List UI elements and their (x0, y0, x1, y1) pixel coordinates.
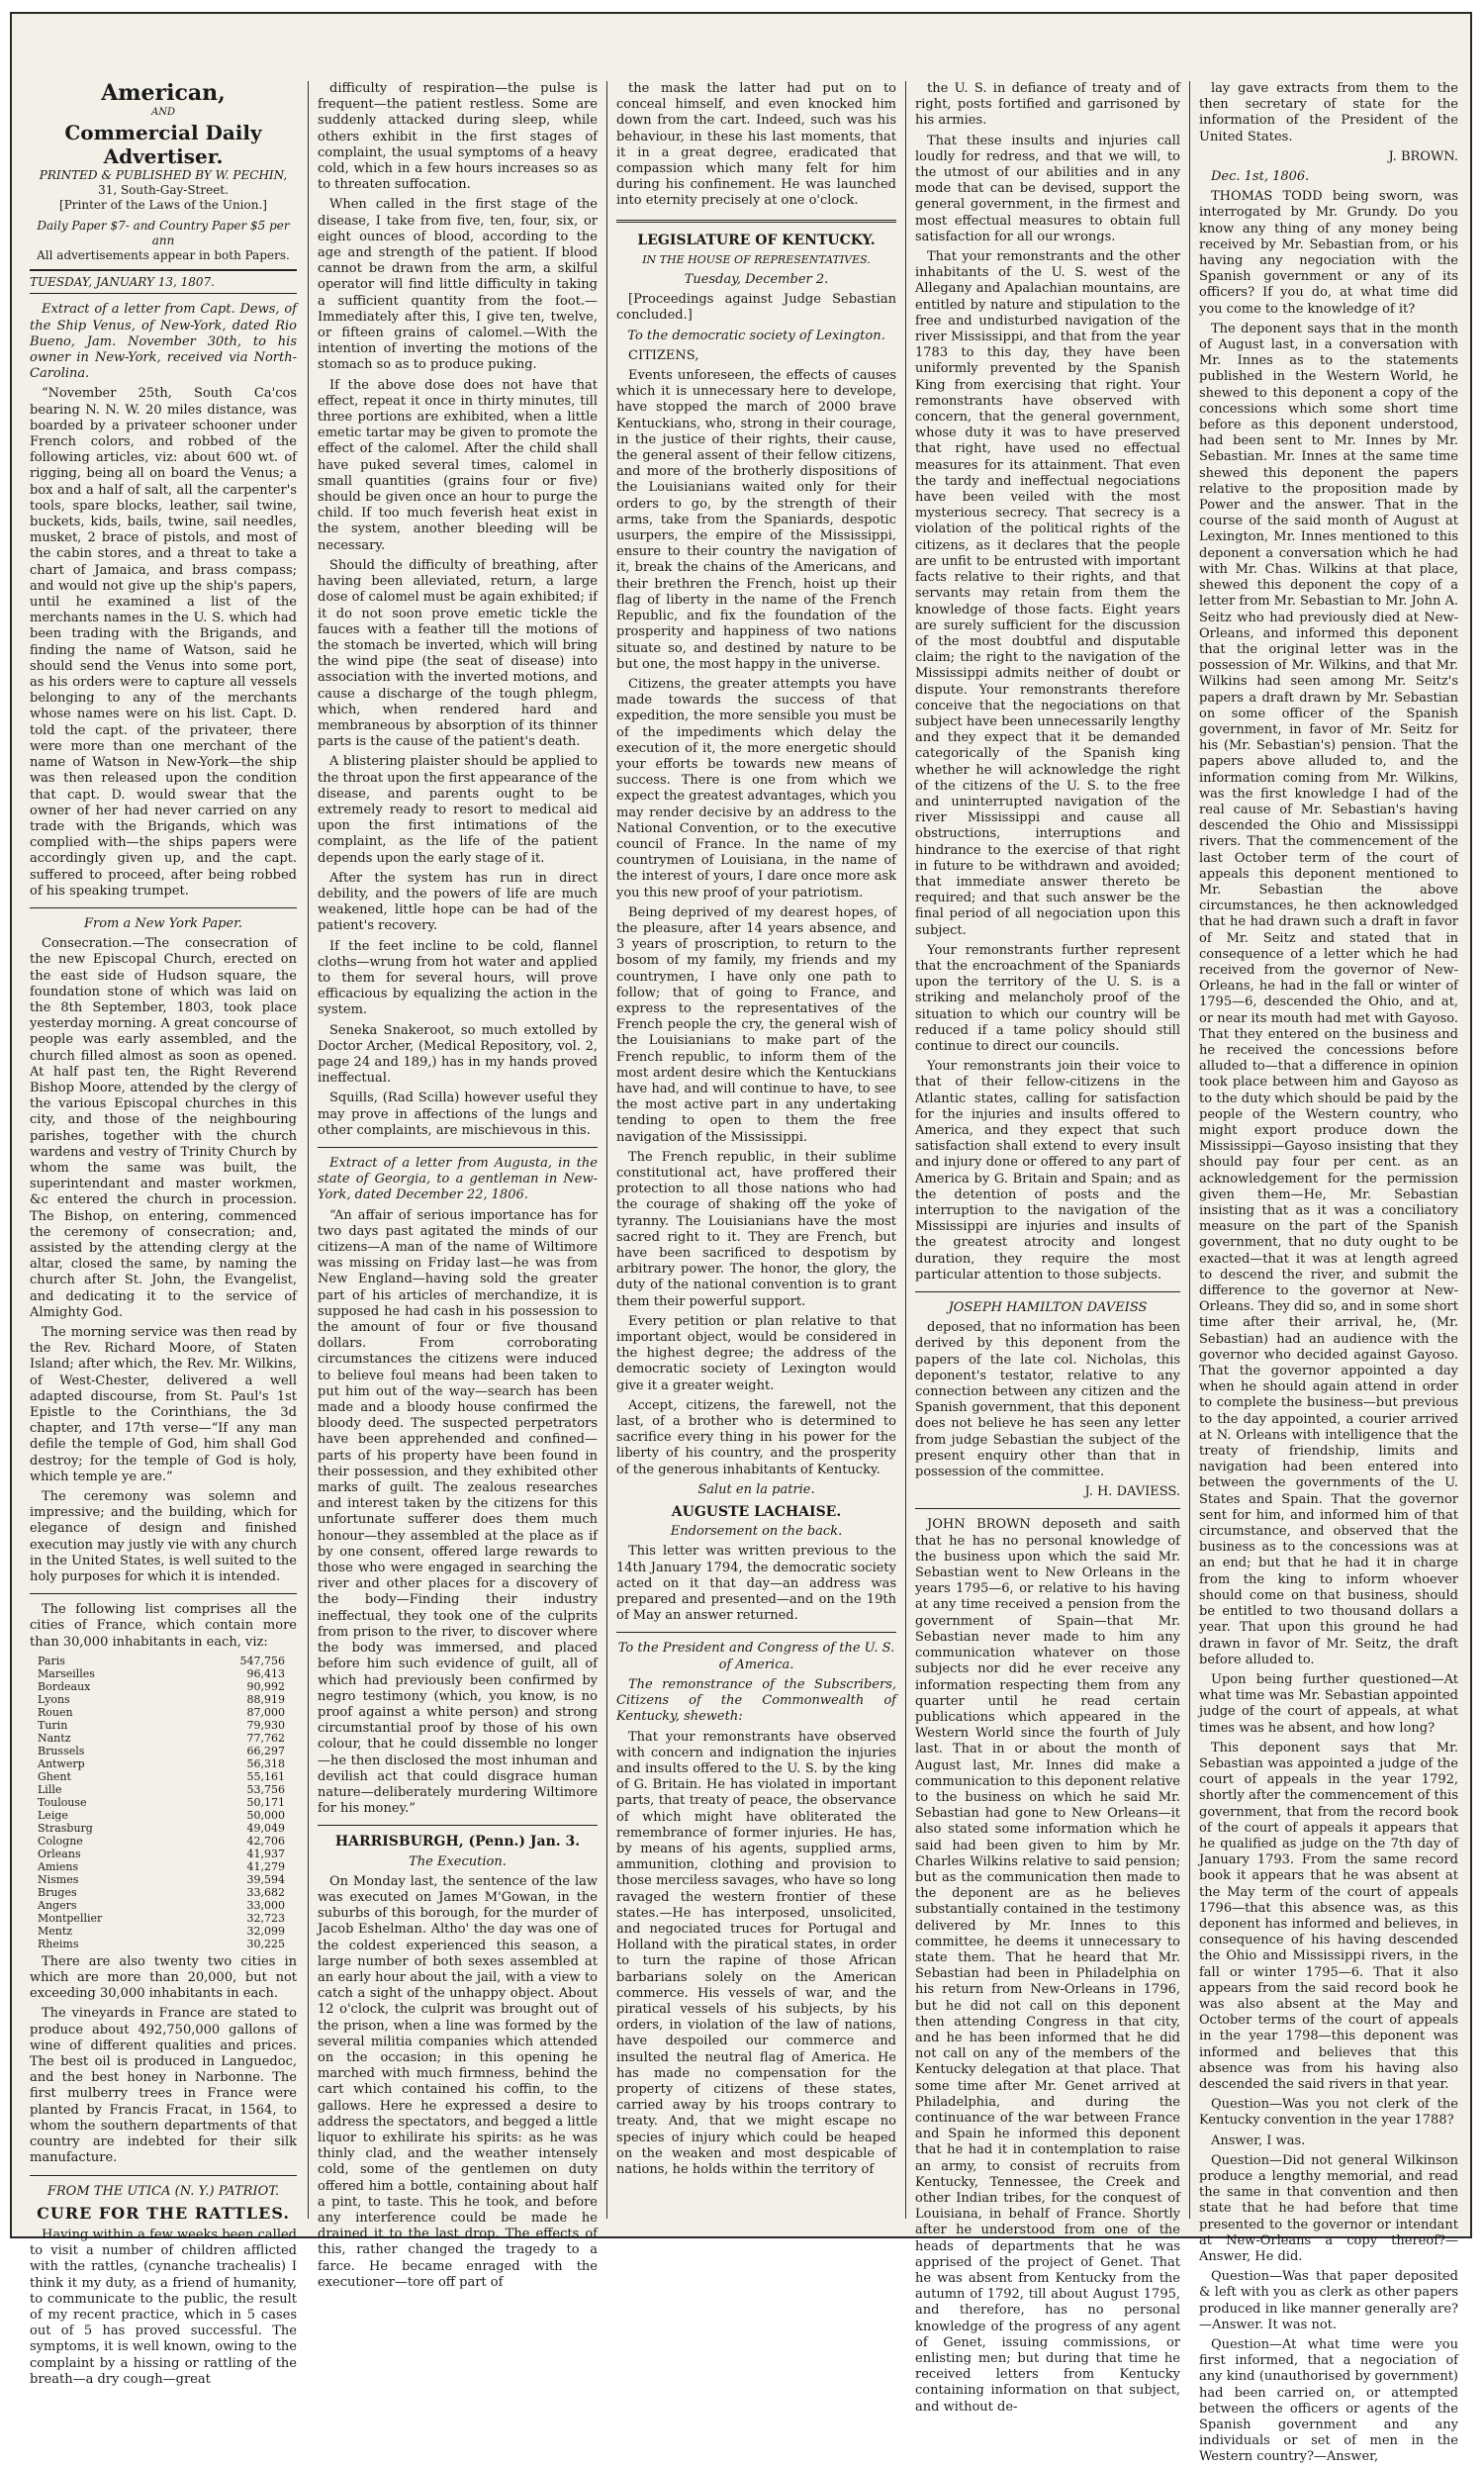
remonstrance-para-4: Your remonstrants further represent that the encroachment of the Spaniards upon the territory of the U. S. is a striking and melancholy proof of the situation to which our country will be reduced if a tame policy should still continue to direct our councils. (915, 942, 1180, 1054)
city-name: Leige (38, 1808, 68, 1822)
city-row (30, 1938, 297, 1950)
question-3: Question—Was that paper deposited & left with you as clerk as other papers produced in like manner generally are?—Answer. It was not. (1199, 2269, 1458, 2332)
divider (30, 2175, 297, 2176)
column-5 (1199, 81, 1458, 2465)
harrisburg-head: HARRISBURGH, (Penn.) Jan. 3. (334, 1834, 581, 1850)
cities-note: There are also twenty two cities in which are more than 20,000, but not exceeding 30,000 inhabitants in each. (30, 1953, 297, 2002)
city-name: Montpellier (38, 1911, 103, 1925)
city-population: 77,762 (246, 1731, 285, 1745)
answer-1: Answer, I was. (1211, 2133, 1306, 2148)
salut-line: Salut en la patrie. (697, 1481, 815, 1497)
brown-cont: lay gave extracts from them to the then secretary of state for the information of the President of the United States. (1199, 81, 1458, 144)
article-morning-service: The morning service was then read by the Rev. Richard Moore, of Staten Island; after which, the Rev. Mr. Wilkins, of West-Chester, delivered a well adapted discourse, from St. Paul's 1st Epistle to the Corinthians, the 3d chapter, and 17th verse—“If any man defile the temple of God, him shall God destroy; for the temple of God is holy, which temple ye are.” (30, 1325, 297, 1484)
article-venus: “November 25th, South Ca'cos bearing N. N. W. 20 miles distance, was boarded by a privateer schooner under French colors, and robbed of the following articles, viz: about 600 wt. of rigging, being all on board the Venus; a box and a half of salt, all the carpenter's tools, spare blocks, leather, sail twine, buckets, kids, bails, twine, sail needles, musket, 2 brace of pistols, and most of the cabin stores, and a threat to take a chart of Jamaica, and brass compass; and would not give up the ship's papers, until he examined a list of the merchants names in the U. S. which had been trading with the Brigands, and finding the name of Watson, said he should send the Venus into some port, as his orders were to capture all vessels belonging to any of the merchants whose names were on his list. Capt. D. told the capt. of the privateer, there were more than one merchant of the name of Watson in New-York—the ship was then released upon the condition that capt. D. would swear that the owner of her had never carried on any trade with the Brigands, which was complied with—the ships papers were accordingly given up, and the capt. suffered to proceed, after being robbed of his speaking trumpet. (30, 386, 297, 899)
cities-intro: The following list comprises all the cities of France, which contain more than 30,000 inhabitants in each, viz: (30, 1602, 297, 1650)
city-name: Mentz (38, 1924, 73, 1938)
city-population: 88,919 (246, 1692, 285, 1706)
publisher-line: PRINTED & PUBLISHED BY W. PECHIN, (39, 168, 288, 183)
masthead (30, 81, 297, 294)
proceedings-note: [Proceedings against Judge Sebastian concluded.] (616, 292, 896, 324)
city-row (30, 1732, 297, 1745)
question-1: Question—Was you not clerk of the Kentucky convention in the year 1788? (1199, 2097, 1458, 2129)
house-head: IN THE HOUSE OF REPRESENTATIVES. (642, 252, 871, 266)
city-name: Antwerp (38, 1756, 85, 1770)
city-row (30, 1680, 297, 1693)
masthead-subtitle: Commercial Daily Advertiser. (64, 121, 262, 169)
ads-note: All advertisements appear in both Papers. (37, 248, 290, 263)
article-ceremony: The ceremony was solemn and impressive; and the building, which for elegance of design and finished execution may justly vie with any church in the United States, is well suited to the holy purposes for which it is intended. (30, 1489, 297, 1585)
remonstrance-cont: the U. S. in defiance of treaty and of right, posts fortified and garrisoned by his armies. (915, 81, 1180, 129)
masthead-and: AND (151, 107, 175, 118)
column-4 (915, 81, 1180, 2415)
city-population: 53,756 (246, 1782, 285, 1796)
city-name: Amiens (38, 1859, 79, 1873)
brown-deposition: JOHN BROWN deposeth and saith that he has no personal knowledge of the business upon which the said Mr. Sebastian went to New Orleans in the years 1795—6, or relative to his having at any time received a pension from the government of Spain—that Mr. Sebastian never made to him any communication whatever on those subjects nor did he ever receive any information respecting them from any quarter until he read certain publications which appeared in the Western World since the fourth of July last. That in or about the month of August last, Mr. Innes did make a communication to this deponent relative to the business on which he said Mr. Sebastian had gone to New Orleans—it also stated some information which he said had been given to him by Mr. Charles Wilkins relative to said pension; but as the communication then made to the deponent are as he believes substantially contained in the testimony delivered by Mr. Innes to this committee, he deems it unnecessary to state them. That he heard that Mr. Sebastian had been in Philadelphia on his return from New-Orleans in 1796, but he did not call on this deponent then attending Congress in that city, and he has been informed that he did not call on any of the members of the Kentucky delegation at that place. That some time after Mr. Genet arrived at Philadelphia, and during the continuance of the war between France and Spain he informed this deponent that he had it in contemplation to raise an army, to consist of recruits from Kentucky, Tennessee, the Creek and other Indian tribes, for the conquest of Louisiana, in behalf of France. Shortly after he understood from one of the heads of departments that he was apprised of the project of Genet. That he was absent from Kentucky from the autumn of 1792, till about August 1795, and therefore, has no personal knowledge of the progress of any agent of Genet, issuing commissions, or enlisting men; but during that time he received letters from Kentucky containing information on that subject, and without de- (915, 1517, 1180, 2415)
question-4: Question—At what time were you first informed, that a negociation of any kind (unauthorised by government) had been carried on, or attempted between the officers or agents of the Spanish government and any individuals or set of men in the Western country?—Answer, (1199, 2337, 1458, 2465)
city-name: Lille (38, 1782, 62, 1796)
daveiss-head: JOSEPH HAMILTON DAVEISS (948, 1300, 1148, 1316)
column-3 (616, 81, 896, 2219)
legislature-head: LEGISLATURE OF KENTUCKY. (637, 232, 876, 248)
column-1 (30, 80, 297, 2387)
divider (318, 1147, 598, 1148)
city-population: 33,000 (246, 1898, 285, 1912)
city-row (30, 1835, 297, 1848)
city-name: Cologne (38, 1834, 83, 1848)
address-line: 31, South-Gay-Street. (98, 183, 229, 198)
city-population: 32,723 (246, 1911, 285, 1925)
city-population: 32,099 (246, 1924, 285, 1938)
article-consecration: Consecration.—The consecration of the new Episcopal Church, erected on the east side of Hudson square, the foundation stone of which was laid on the 8th September, 1803, took place yesterday morning. A great concourse of people was early assembled, and the church filled almost as soon as opened. At half past ten, the Right Reverend Bishop Moore, attended by the clergy of the various Episcopal churches in this city, and those of the neighbouring parishes, together with the church wardens and vestry of Trinity Church by whom the same was built, the superintendant and master workmen, &c entered the church in procession. The Bishop, on entering, commenced the ceremony of consecration; and, assisted by the attending clergy at the altar, closed the same, by naming the church after St. John, the Evangelist, and dedicating it to the service of Almighty God. (30, 936, 297, 1320)
remonstrance-para-3: That your remonstrants and the other inhabitants of the U. S. west of the Allegany and Apalachian mountains, are entitled by nature and stipulation to the free and undisturbed navigation of the river Mississippi, and that from the year 1783 to this day, they have been uniformly prevented by the Spanish King from exercising that right. Your remonstrants have observed with concern, that the general government, whose duty it was to have preserved that right, have used no effectual measures for its attainment. That even the tardy and ineffectual negociations have been veiled with the most mysterious secrecy. That secrecy is a violation of the political rights of the citizens, as it declares that the people are unfit to be entrusted with important facts relative to their rights, and that servants may retain from them the knowledge of those facts. Eight years are surely sufficient for the discussion of the most doubtful and disputable claim; the right to the navigation of the Mississippi admits neither of doubt or dispute. Your remonstrants therefore conceive that the negociations on that subject have been unnecessarily lengthy and they expect that it be demanded categorically of the Spanish king whether he will acknowledge the right of the citizens of the U. S. to the free and uninterrupted navigation of the river Mississippi and cause all obstructions, interruptions and hindrance to the exercise of that right in future to be withdrawn and avoided; that immediate answer thereto be required; and that such answer be the final period of all negociation upon this subject. (915, 249, 1180, 938)
question-2: Question—Did not general Wilkinson produce a lengthy memorial, and read the same in that convention and then state that he had before that time presented to the governor or intendant at New-Orleans a copy thereof?—Answer, He did. (1199, 2152, 1458, 2265)
rattles-cont-2: When called in the first stage of the disease, I take from five, ten, four, six, or eight ounces of blood, according to the age and strength of the patient. If blood cannot be drawn from the arm, a skilful operator will find little difficulty in taking a sufficient quantity from the foot.—Immediately after this, I give ten, twelve, or fifteen grains of calomel.—With the intention of inverting the motions of the stomach so as to produce puking. (318, 197, 598, 373)
extract-intro: Extract of a letter from Capt. Dews, of the Ship Venus, of New-York, dated Rio Bueno, Jam. November 30th, to his owner in New-York, received via North-Carolina. (30, 302, 297, 382)
endorsement-text: This letter was written previous to the 14th January 1794, the democratic society acted on it that day—an address was prepared and presented—and on the 19th of May an answer returned. (616, 1544, 896, 1624)
rattles-cont-4: Should the difficulty of breathing, after having been alleviated, return, a large dose of calomel must be again exhibited; if it do not soon prove emetic tickle the fauces with a feather till the motions of the stomach be inverted, which will bring the wind pipe (the seat of disease) into association with the inverted motions, and cause a discharge of the tough phlegm, which, when rendered hard and membraneous by absorption of its thinner parts is the cause of the patient's death. (318, 557, 598, 750)
remonstrance-intro: The remonstrance of the Subscribers, Citizens of the Commonwealth of Kentucky, sheweth: (616, 1676, 896, 1725)
todd-interrogation: THOMAS TODD being sworn, was interrogated by Mr. Grundy. Do you know any thing of any money being received by Mr. Sebastian from, or his having any negociation with the Spanish government or any of its officers? If you do, at what time did you come to the knowledge of it? (1199, 189, 1458, 317)
city-population: 547,756 (239, 1654, 285, 1667)
city-name: Rouen (38, 1705, 73, 1719)
city-row (30, 1745, 297, 1757)
city-row (30, 1912, 297, 1925)
city-population: 30,225 (246, 1937, 285, 1950)
city-row (30, 1783, 297, 1796)
rattles-cont-7: If the feet incline to be cold, flannel cloths—wrung from hot water and applied to them for several hours, will prove efficacious by equalizing the action in the system. (318, 938, 598, 1018)
lachaise-signature: AUGUSTE LACHAISE. (671, 1504, 842, 1521)
to-society: To the democratic society of Lexington. (627, 328, 885, 343)
city-population: 41,937 (246, 1847, 285, 1860)
column-rule (1189, 81, 1190, 2219)
execution-head: The Execution. (409, 1853, 507, 1869)
divider (616, 220, 896, 223)
city-row (30, 1757, 297, 1770)
city-name: Orleans (38, 1847, 81, 1860)
rattles-cont-5: A blistering plaister should be applied to the throat upon the first appearance of the disease, and parents ought to be extremely ready to resort to medical aid upon the first intimations of the complaint, as the life of the patient depends upon the early stage of it. (318, 754, 598, 866)
city-name: Bordeaux (38, 1679, 91, 1693)
utica-head: FROM THE UTICA (N. Y.) PATRIOT. (46, 2183, 280, 2199)
execution-cont: the mask the latter had put on to conceal himself, and even knocked him down from the cart. Indeed, such was his behaviour, in these his last moments, that it in a great degree, eradicated that compassion which many felt for him during his confinement. He was launched into eternity precisely at one o'clock. (616, 81, 896, 209)
article-rattles: Having within a few weeks been called to visit a number of children afflicted with the rattles, (cynanche trachealis) I think it my duty, as a friend of humanity, to communicate to the public, the result of my recent practice, which in 5 cases out of 5 has proved successful. The symptoms, it is well known, owing to the complaint by a hissing or rattling of the breath—a dry cough—great (30, 2227, 297, 2387)
divider (318, 1825, 598, 1826)
printer-note: [Printer of the Laws of the Union.] (59, 198, 267, 213)
remonstrance-para-1: That your remonstrants have observed with concern and indignation the injuries and insults offered to the U. S. by the king of G. Britain. He has violated in important parts, that treaty of peace, the observance of which might have obliterated the remembrance of former injuries. He has, by means of his agents, supplied arms, ammunition, clothing and provision to those merciless savages, who have so long ravaged the western frontier of these states.—He has interposed, unsolicited, and negociated truces for Portugal and Holland with the piratical states, in order to turn the rapine of those African barbarians solely on the American commerce. His vessels of war, and the piratical vessels of his subjects, by his orders, in violation of the law of nations, have despoiled our commerce and insulted the neutral flag of America. He has made no compensation for the property of citizens of these states, carried away by his troops contrary to treaty. And, that we might escape no species of injury which could be heaped on the weaken and most despicable of nations, he holds within the territory of (616, 1729, 896, 2177)
rattles-cont-3: If the above dose does not have that effect, repeat it once in thirty minutes, till three portions are exhibited, when a little emetic tartar may be given to promote the effect of the calomel. After the child shall have puked several times, calomel in small quantities (grains four or five) should be given once an hour to purge the child. If too much feverish heat exist in the system, another bleeding will be necessary. (318, 377, 598, 553)
city-population: 96,413 (246, 1666, 285, 1680)
dec-date: Dec. 1st, 1806. (1211, 169, 1310, 185)
rattles-cont-6: After the system has run in direct debility, and the powers of life are much weakened, little hope can be had of the patient's recovery. (318, 870, 598, 934)
divider (30, 1593, 297, 1594)
city-population: 55,161 (246, 1769, 285, 1783)
city-population: 33,682 (246, 1885, 285, 1899)
masthead-title: American, (101, 80, 226, 106)
city-row (30, 1809, 297, 1822)
city-row (30, 1848, 297, 1860)
city-row (30, 1899, 297, 1912)
column-rule (308, 81, 309, 2219)
letter-para-4: The French republic, in their sublime constitutional act, have proffered their protection to all those nations who had the courage of shaking off the yoke of tyranny. The Louisianians have the most sacred right to it. They are French, but have been sacrificed to despotism by arbitrary power. The honor, the glory, the duty of the national convention is to grant them their powerful support. (616, 1149, 896, 1309)
city-name: Nismes (38, 1872, 79, 1886)
daveiss-signature: J. H. DAVIESS. (1084, 1484, 1180, 1500)
city-name: Angers (38, 1898, 77, 1912)
city-row (30, 1693, 297, 1706)
article-augusta: “An affair of serious importance has for two days past agitated the minds of our citizens—A man of the name of Wiltimore was missing on Friday last—he was from New England—having sold the greater part of his articles of merchandize, it is supposed he had cash in his possession to the amount of four or five thousand dollars. From corroborating circumstances the citizens were induced to believe foul means had been taken to put him out of the way—search has been made and a bloody house confirmed the bloody deed. The suspected perpetrators have been apprehended and confined—parts of his property have been found in their possession, and they exhibited other marks of guilt. The zealous researches and interest taken by the citizens for this unfortunate sufferer does them much honour—they assembled at the place as if by one consent, offered large rewards to those who were engaged in searching the river and other places for a discovery of the body—Finding their industry ineffectual, they took one of the culprits from prison to the river, to discover where the body was immersed, and placed before him such evidence of guilt, all of which had previously been confirmed by negro testimony (which, you know, is no proof against a white person) and strong circumstantial proof by those of his own colour, that he could dissemble no longer—he then disclosed the most inhuman and devilish act that could disgrace human nature—deliberately murdering Wiltimore for his money.” (318, 1207, 598, 1817)
rattles-head: CURE FOR THE RATTLES. (37, 2203, 290, 2223)
letter-para-1: Events unforeseen, the effects of causes which it is unnecessary here to develope, have stopped the march of 2000 brave Kentuckians, who, strong in their courage, in the justice of their rights, their cause, the general assent of their fellow citizens, and more of the brotherly dispositions of the Louisianians waited only for their orders to go, by the strength of their arms, take from the Spaniards, despotic usurpers, the empire of the Mississippi, ensure to their country the navigation of it, break the chains of the Americans, and their brethren the French, hoist up their flag of liberty in the name of the French Republic, and fix the foundation of the prosperity and happiness of two nations situate so, and destined by nature to be but one, the most happy in the universe. (616, 368, 896, 672)
city-name: Toulouse (38, 1795, 87, 1809)
price-note: Daily Paper $7- and Country Paper $5 per ann (37, 219, 290, 248)
city-population: 39,594 (246, 1872, 285, 1886)
dateline: TUESDAY, JANUARY 13, 1807. (30, 269, 297, 294)
daveiss-deposition: deposed, that no information has been derived by this deponent from the papers of the late col. Nicholas, this deponent's testator, relative to any connection between any citizen and the Spanish government, that this deponent does not believe he has seen any letter from judge Sebastian the subject of the present enquiry other than that in possession of the committee. (915, 1320, 1180, 1480)
city-row (30, 1655, 297, 1667)
city-row (30, 1886, 297, 1899)
city-name: Bruges (38, 1885, 77, 1899)
letter-para-5: Every petition or plan relative to that important object, would be considered in the highest degree; the address of the democratic society of Lexington would give it a greater weight. (616, 1313, 896, 1393)
city-name: Turin (38, 1718, 68, 1732)
letter-para-2: Citizens, the greater attempts you have made towards the success of that expedition, the more sensible you must be of the impediments which delay the execution of it, the more energetic should your efforts be towards new means of success. There is one from which we expect the greatest advantages, which you may render decisive by an address to the National Convention, or to the executive council of France. In the name of my countrymen of Louisiana, in the name of the interest of yours, I dare once more ask you this new proof of your patriotism. (616, 676, 896, 901)
city-population: 56,318 (246, 1756, 285, 1770)
city-name: Nantz (38, 1731, 71, 1745)
endorsement-head: Endorsement on the back. (670, 1524, 843, 1540)
city-population: 50,171 (246, 1795, 285, 1809)
todd-answer: This deponent says that Mr. Sebastian was appointed a judge of the court of appeals in the year 1792, shortly after the commencement of this government, that from the record book of the court of appeals it appears that he qualified as judge on the 7th day of January 1793. From the same record book it appears that he was absent at the May term of the court of appeals 1796—that this absence was, as this deponent has informed and believes, in consequence of his having descended the Ohio and Mississippi rivers, in the fall or winter 1795—6. That it also appears from the said record book he was also absent at the May and October terms of the court of appeals in the year 1798—this deponent was informed and believes that this absence was from his having also descended the said rivers in that year. (1199, 1740, 1458, 2092)
house-date: Tuesday, December 2. (684, 272, 829, 288)
citizens-salutation: CITIZENS, (628, 347, 699, 363)
remonstrance-para-5: Your remonstrants join their voice to that of their fellow-citizens in the Atlantic states, calling for satisfaction for the injuries and insults offered to America, and they expect that such satisfaction shall extend to every insult and injury done or offered to any part of America by G. Britain and Spain; and as the detention of posts and the interruption to the navigation of the Mississippi are injuries and insults of the greatest atrocity and longest duration, they require the most particular attention to those subjects. (915, 1059, 1180, 1282)
to-president: To the President and Congress of the U. S. of America. (617, 1641, 895, 1672)
ny-paper-head: From a New York Paper. (83, 915, 243, 931)
city-population: 79,930 (246, 1718, 285, 1732)
city-population: 66,297 (246, 1744, 285, 1757)
rattles-cont-1: difficulty of respiration—the pulse is frequent—the patient restless. Some are suddenly attacked during sleep, while others exhibit in the first stages of complaint, the usual symptoms of a heavy cold, which in a few hours increases so as to threaten suffocation. (318, 81, 598, 193)
city-population: 41,279 (246, 1859, 285, 1873)
city-population: 50,000 (246, 1808, 285, 1822)
rattles-cont-9: Squills, (Rad Scilla) however useful they may prove in affections of the lungs and other complaints, are mischievous in this. (318, 1091, 598, 1138)
rattles-cont-8: Seneka Snakeroot, so much extolled by Doctor Archer, (Medical Repository, vol. 2, page 24 and 189,) has in my hands proved ineffectual. (318, 1022, 598, 1087)
city-population: 42,706 (246, 1834, 285, 1848)
column-rule (905, 81, 906, 2219)
city-population: 49,049 (246, 1821, 285, 1835)
divider (915, 1291, 1180, 1292)
remonstrance-para-2: That these insults and injuries call loudly for redress, and that we will, to the utmost of our abilities and in any mode that can be devised, support the general government, in the firmest and most effectual measures to obtain full satisfaction for all our wrongs. (915, 133, 1180, 244)
city-row (30, 1770, 297, 1783)
divider (30, 907, 297, 908)
city-row (30, 1719, 297, 1732)
city-row (30, 1873, 297, 1886)
column-2 (318, 81, 598, 2290)
column-rule (606, 81, 607, 2219)
city-row (30, 1706, 297, 1719)
city-name: Paris (38, 1654, 65, 1667)
letter-para-6: Accept, citizens, the farewell, not the last, of a brother who is determined to sacrifice every thing in his power for the liberty of his country, and the prosperity of the generous inhabitants of Kentucky. (616, 1397, 896, 1477)
vineyards-note: The vineyards in France are stated to produce about 492,750,000 gallons of wine of different qualities and prices. The best oil is produced in Languedoc, and the best honey in Narbonne. The first mulberry trees in France were planted by Francis Fracat, in 1564, to whom the southern departments of that country are indebted for their silk manufacture. (30, 2006, 297, 2166)
article-execution: On Monday last, the sentence of the law was executed on James M'Gowan, in the suburbs of this borough, for the murder of Jacob Eshelman. Altho' the day was one of the coldest experienced this season, a large number of both sexes assembled at an early hour about the jail, with a view to catch a sight of the unhappy object. About 12 o'clock, the culprit was brought out of the prison, when a line was formed by the several militia companies which attended on the occasion; in this opening he marched with much firmness, behind the cart which contained his coffin, to the gallows. Here he expressed a desire to address the spectators, and begged a little liquor to exhilirate his spirits: as he was thinly clad, and the weather intensely cold, some of the gentlemen on duty offered him a bottle, containing about half a pint, to taste. This he took, and before any interference could be made he drained it to the last drop. The effects of this, rather changed the tragedy to a farce. He became enraged with the executioner—tore off part of (318, 1873, 598, 2290)
city-population: 90,992 (246, 1679, 285, 1693)
cities-table (30, 1655, 297, 1950)
city-name: Rheims (38, 1937, 79, 1950)
brown-signature: J. BROWN. (1388, 148, 1458, 164)
city-name: Lyons (38, 1692, 70, 1706)
letter-para-3: Being deprived of my dearest hopes, of the pleasure, after 14 years absence, and 3 years of proscription, to return to the bosom of my family, my friends and my countrymen, I have only one path to follow; that of going to France, and express to the representatives of the French people the cry, the general wish of the Louisianians to make part of the French republic, to inform them of the most ardent desire which the Kentuckians have had, and will continue to have, to see the most active part in any undertaking tending to open to them the free navigation of the Mississippi. (616, 904, 896, 1145)
divider (616, 1632, 896, 1633)
todd-question: Upon being further questioned—At what time was Mr. Sebastian appointed judge of the court of appeals, at what times was he absent, and how long? (1199, 1671, 1458, 1736)
city-name: Brussels (38, 1744, 85, 1757)
city-name: Strasburg (38, 1821, 93, 1835)
city-name: Marseilles (38, 1666, 95, 1680)
city-row (30, 1925, 297, 1938)
city-population: 87,000 (246, 1705, 285, 1719)
augusta-intro: Extract of a letter from Augusta, in the state of Georgia, to a gentleman in New-York, dated December 22, 1806. (318, 1156, 598, 1203)
divider (915, 1508, 1180, 1509)
city-row (30, 1822, 297, 1835)
city-row (30, 1667, 297, 1680)
todd-deposition: The deponent says that in the month of August last, in a conversation with Mr. Innes as to the statements published in the Western World, he shewed to this deponent a copy of the concessions which some short time before as this deponent understood, had been sent to Mr. Innes by Mr. Sebastian. Mr. Innes at the same time shewed this deponent the papers relative to the proposition made by Power and the answer. That in the course of the said month of August at Lexington, Mr. Innes mentioned to this deponent a conversation which he had with Mr. Chas. Wilkins at that place, shewed this deponent the copy of a letter from Mr. Sebastian to Mr. John A. Seitz who had previously died at New-Orleans, and informed this deponent that the original letter was in the possession of Mr. Wilkins, and that Mr. Wilkins had seen among Mr. Seitz's papers a draft drawn by Mr. Sebastian on some officer of the Spanish government, in favor of Mr. Seitz for his (Mr. Sebastian's) pension. That the papers above alluded to, and the information coming from Mr. Wilkins, was the first knowledge I had of the real cause of Mr. Sebastian's having descended the Ohio and Mississippi rivers. That the commencement of the last October term of the court of appeals this deponent mentioned to Mr. Sebastian the above circumstances, he then acknowledged that he had drawn such a draft in favor of Mr. Seitz and stated that in consequence of a letter which he had received from the governor of New-Orleans, he had in the fall or winter of 1795—6, descended the Ohio, and at, or near its mouth had met with Gayoso. That they entered on the business and he received the concessions before alluded to—that a difference in opinion took place between him and Gayoso as to the duty which should be paid by the people of the Western country, who might export produce down the Mississippi—Gayoso insisting that they should pay four per cent. as an acknowledgement for the permission given them—He, Mr. Sebastian insisting that as it was a conciliatory measure on the part of the Spanish government, that no duty ought to be exacted—that it was at length agreed to descend the river, and submit the difference to the governor at New-Orleans. They did so, and in some short time after their arrival, he, (Mr. Sebastian) had an audience with the governor who decided against Gayoso. That the governor appointed a day when he should again attend in order to complete the business—but previous to the day appointed, a courier arrived at N. Orleans with intelligence that the treaty of friendship, limits and navigation had been entered into between the governments of the U. States and Spain. That the governor sent for him, and informed him of that circumstance, and observed that the business as to the concessions was at an end; but that he had it in charge from the king to inform whoever should come on that business, should be entitled to two thousand dollars a year. That upon this ground he had drawn in favor of Mr. Seitz, the draft before alluded to. (1199, 321, 1458, 1667)
city-row (30, 1796, 297, 1809)
city-row (30, 1860, 297, 1873)
city-name: Ghent (38, 1769, 71, 1783)
